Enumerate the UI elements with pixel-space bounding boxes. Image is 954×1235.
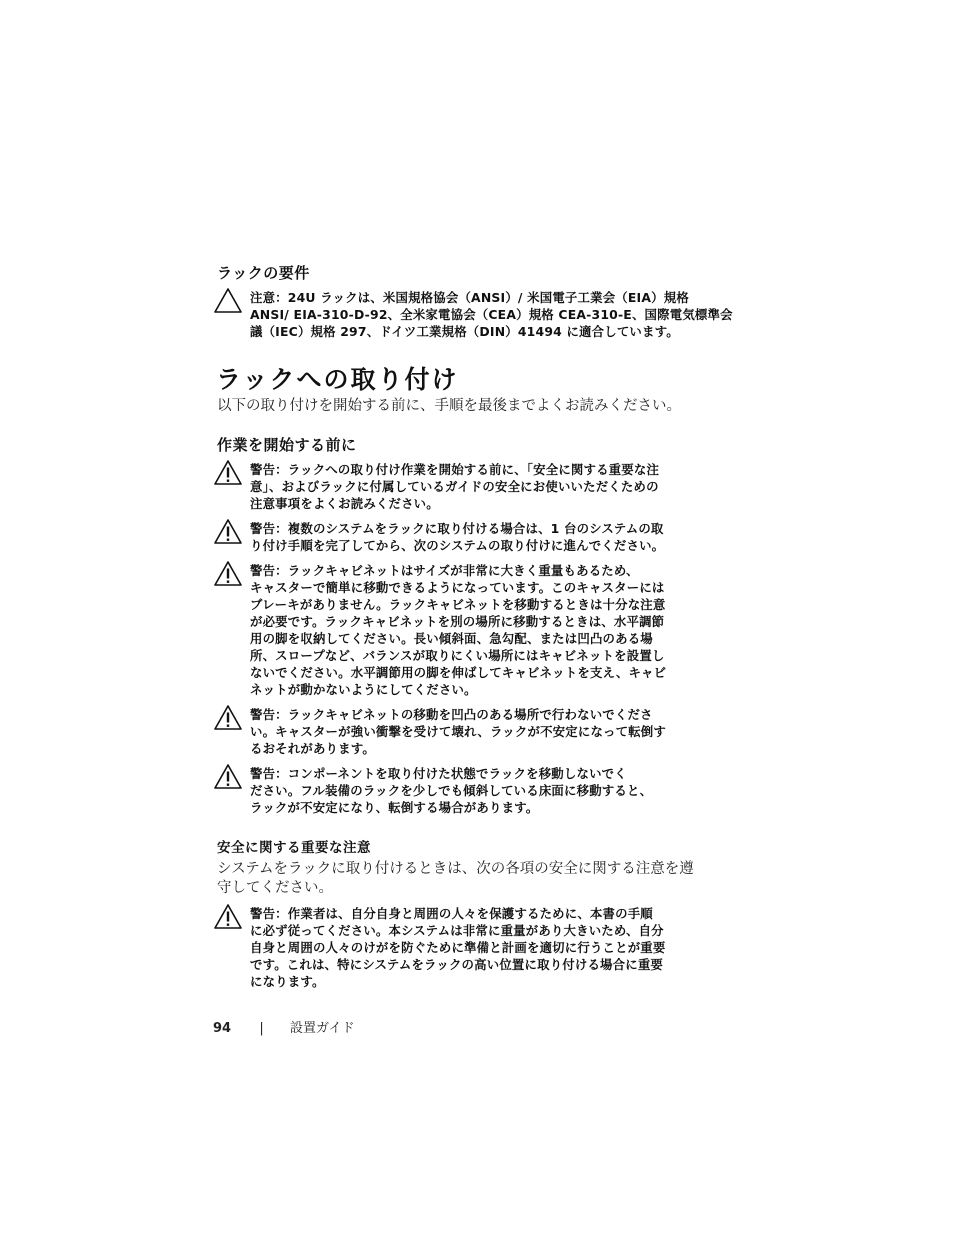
caution-text: 注意：24U ラックは、米国規格協会（ANSI）/ 米国電子工業会（EIA）規格 ANSI/ EIA-310-D-92、全米家電協会（CEA）規格 CEA-310-E、国際電気標準会 議（IEC）規格 297、ドイツ工業規格（DIN）41494 に適合しています。 bbox=[250, 290, 733, 339]
page-number: 94 bbox=[213, 1021, 232, 1036]
warning-triangle-icon bbox=[213, 518, 243, 546]
warning-triangle-icon bbox=[213, 459, 243, 487]
caution-note bbox=[213, 287, 733, 342]
warning-text: 警告：複数のシステムをラックに取り付ける場合は、1 台のシステムの取 り付け手順を完了してから、次のシステムの取り付けに進んでください。 bbox=[250, 521, 665, 553]
warning-note bbox=[213, 560, 733, 700]
warning-note bbox=[213, 704, 733, 759]
page-title: ラックへの取り付け bbox=[216, 365, 459, 394]
warning-text: 警告：ラックキャビネットはサイズが非常に大きく重量もあるため、 キャスターで簡単に移動できるようになっています。このキャスターには ブレーキがありません。ラックキャビネットを移動するときは十分な注意 が必要です。ラックキャビネットを別の場所に移動するときは、水平調節 用の脚を収納してください。長い傾斜面、急勾配、または凹凸のある場 所、スロープなど、バランスが取りにくい場所にはキャビネットを設置し ないでください。水平調節用の脚を伸ばしてキャビネットを支え、キャビ ネットが動かないようにしてください。 bbox=[250, 563, 667, 697]
warning-note bbox=[213, 763, 733, 818]
caution-triangle-icon bbox=[213, 287, 243, 315]
warning-note bbox=[213, 903, 733, 993]
warning-note bbox=[213, 459, 733, 514]
page-footer bbox=[213, 1017, 355, 1036]
section-heading-rack-requirements: ラックの要件 bbox=[217, 264, 310, 282]
warning-note bbox=[213, 518, 733, 556]
warning-triangle-icon bbox=[213, 903, 243, 931]
warning-triangle-icon bbox=[213, 704, 243, 732]
guide-title: 設置ガイド bbox=[290, 1021, 355, 1036]
warning-triangle-icon bbox=[213, 763, 243, 791]
section-heading-before-you-begin: 作業を開始する前に bbox=[217, 436, 357, 454]
warning-text: 警告：ラックキャビネットの移動を凹凸のある場所で行わないでくださ い。キャスターが強い衝撃を受けて壊れ、ラックが不安定になって転倒す るおそれがあります。 bbox=[250, 707, 666, 756]
warning-triangle-icon bbox=[213, 560, 243, 588]
footer-separator: | bbox=[259, 1021, 264, 1036]
warning-text: 警告：作業者は、自分自身と周囲の人々を保護するために、本書の手順 に必ず従ってください。本システムは非常に重量があり大きいため、自分 自身と周囲の人々のけがを防ぐために準備と計画を適切に行うことが重要 です。これは、特にシステムをラックの高い位置に取り付ける場合に重要 になります。 bbox=[250, 906, 666, 989]
warning-text: 警告：ラックへの取り付け作業を開始する前に、「安全に関する重要な注 意」、およびラックに付属しているガイドの安全にお使いいただくための 注意事項をよくお読みください。 bbox=[250, 462, 660, 511]
section-heading-safety: 安全に関する重要な注意 bbox=[217, 840, 371, 856]
warning-text: 警告：コンポーネントを取り付けた状態でラックを移動しないでく ださい。フル装備のラックを少しでも傾斜している床面に移動すると、 ラックが不安定になり、転倒する場合があります。 bbox=[250, 766, 653, 815]
safety-intro: システムをラックに取り付けるときは、次の各項の安全に関する注意を遵 守してください。 bbox=[217, 861, 694, 896]
intro-paragraph: 以下の取り付けを開始する前に、手順を最後までよくお読みください。 bbox=[217, 398, 681, 414]
